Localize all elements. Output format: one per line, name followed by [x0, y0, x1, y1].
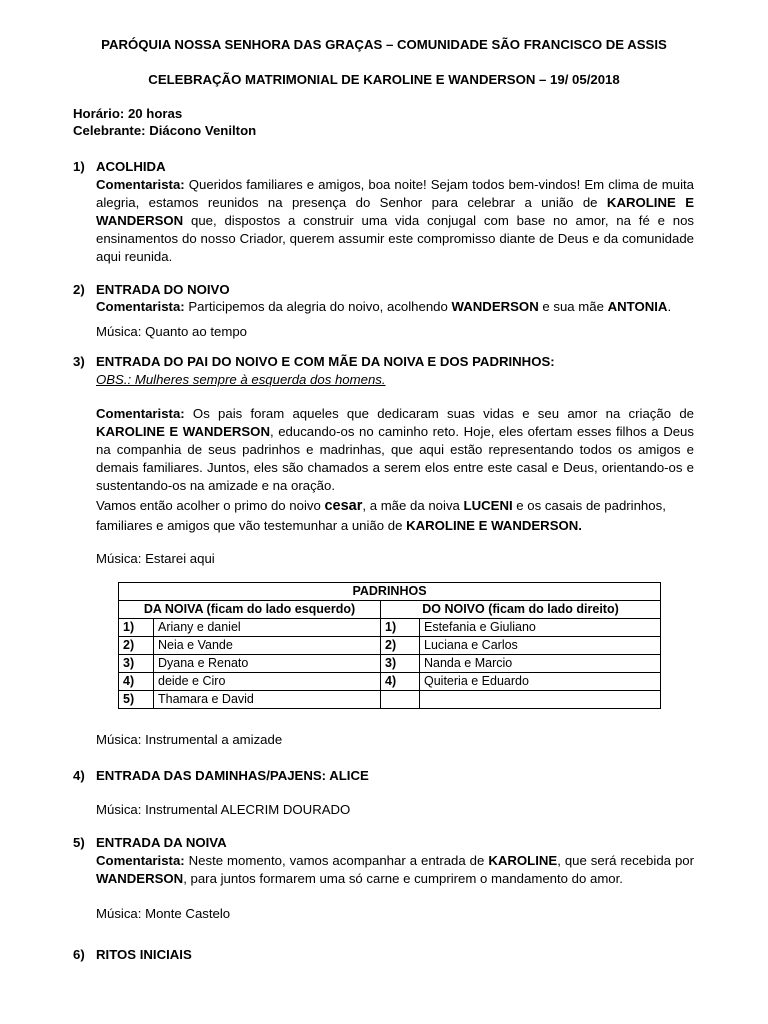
section-title-entrada-noiva: ENTRADA DA NOIVA	[96, 835, 227, 850]
section-entrada-pais-text: Comentarista: Os pais foram aqueles que dedicaram suas vidas e seu amor na criação de KAROLINE E WANDERSON, educando-os no caminho reto. Hoje, eles ofertam esses filhos a Deus na companhia de seus padrinhos e madrinhas, que aqui estão representando todos os amigos e demais familiares. Juntos, eles são chamados a serem elos entre este casal e Deus, orientando-os e sustentando-os na amizade e na oração.	[96, 406, 694, 493]
padrinhos-title: PADRINHOS	[119, 583, 661, 601]
music-line: Música: Estarei aqui	[96, 551, 215, 566]
noivo-column-header: DO NOIVO (ficam do lado direito)	[381, 601, 661, 619]
section-title-daminhas: ENTRADA DAS DAMINHAS/PAJENS: ALICE	[96, 768, 369, 783]
music-line: Música: Instrumental a amizade	[96, 732, 283, 747]
music-line: Música: Monte Castelo	[96, 906, 231, 921]
schedule-time: Horário: 20 horas	[73, 106, 183, 121]
section-title-entrada-pais: ENTRADA DO PAI DO NOIVO E COM MÃE DA NOIVA E DOS PADRINHOS:	[96, 354, 555, 369]
music-line: Música: Quanto ao tempo	[96, 324, 248, 339]
section-number: 3)	[73, 354, 85, 369]
padrinhos-table	[118, 582, 661, 709]
noiva-column-header: DA NOIVA (ficam do lado esquerdo)	[119, 601, 381, 619]
section-number: 2)	[73, 282, 85, 297]
section-title-acolhida: ACOLHIDA	[96, 159, 166, 174]
commentator-label: Comentarista:	[96, 853, 185, 868]
section-number: 1)	[73, 159, 85, 174]
celebrant: Celebrante: Diácono Venilton	[73, 123, 257, 138]
ceremony-title: CELEBRAÇÃO MATRIMONIAL DE KAROLINE E WANDERSON – 19/ 05/2018	[148, 72, 620, 87]
section-title-entrada-noivo: ENTRADA DO NOIVO	[96, 282, 230, 297]
section-number: 4)	[73, 768, 85, 783]
section-entrada-noiva-text: Comentarista: Neste momento, vamos acompanhar a entrada de KAROLINE, que será recebida por WANDERSON, para juntos formarem uma só carne e cumprirem o mandamento do amor.	[96, 853, 695, 886]
table-row: 2) Neia e Vande 2) Luciana e Carlos	[119, 637, 661, 655]
section-entrada-noivo-text: Comentarista: Participemos da alegria do noivo, acolhendo WANDERSON e sua mãe ANTONIA.	[96, 299, 672, 314]
table-row: 3) Dyana e Renato 3) Nanda e Marcio	[119, 655, 661, 673]
section-entrada-pais-text-2: Vamos então acolher o primo do noivo cesar, a mãe da noiva LUCENI e os casais de padrinhos, familiares e amigos que vão testemunhar a união de KAROLINE E WANDERSON.	[96, 498, 666, 533]
table-row: 1) Ariany e daniel 1) Estefania e Giuliano	[119, 619, 661, 637]
music-line: Música: Instrumental ALECRIM DOURADO	[96, 802, 351, 817]
table-row: 4) deide e Ciro 4) Quiteria e Eduardo	[119, 673, 661, 691]
observation-note: OBS.: Mulheres sempre à esquerda dos homens.	[96, 372, 386, 387]
section-number: 6)	[73, 947, 85, 962]
section-acolhida-text: Comentarista: Queridos familiares e amigos, boa noite! Sejam todos bem-vindos! Em clima de muita alegria, estamos reunidos na presença do Senhor para celebrar a união de KAROLINE E WANDERSON que, dispostos a construir uma vida conjugal com base no amor, na fé e nos ensinamentos do nosso Criador, querem assumir este compromisso diante de Deus e da comunidade aqui reunida.	[96, 177, 694, 264]
commentator-label: Comentarista:	[96, 177, 185, 192]
commentator-label: Comentarista:	[96, 406, 185, 421]
section-title-ritos-iniciais: RITOS INICIAIS	[96, 947, 192, 962]
table-row: 5) Thamara e David	[119, 691, 661, 709]
parish-header: PARÓQUIA NOSSA SENHORA DAS GRAÇAS – COMUNIDADE SÃO FRANCISCO DE ASSIS	[101, 37, 667, 52]
section-number: 5)	[73, 835, 85, 850]
commentator-label: Comentarista:	[96, 299, 185, 314]
